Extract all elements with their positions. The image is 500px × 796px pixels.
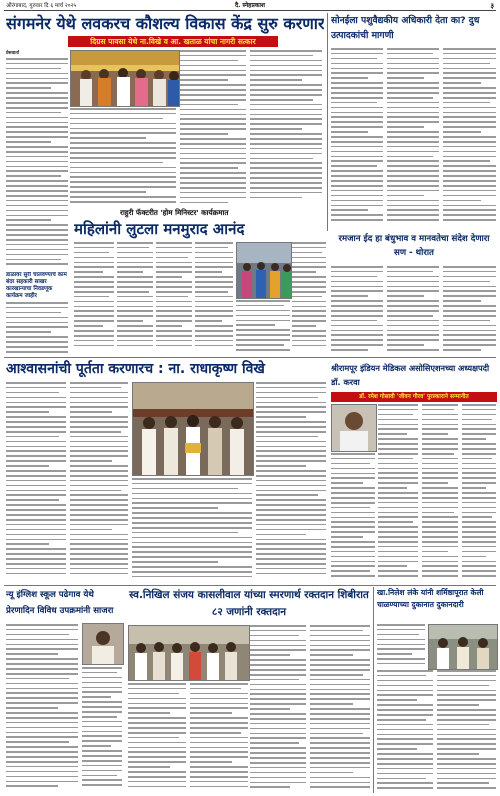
- story8-photo: [128, 625, 250, 681]
- story2-headline: सोनईला पशुवैद्यकीय अधिकारी देता का? दुध उत्पादकांची मागणी: [331, 15, 480, 41]
- column-rule-2: [373, 587, 374, 793]
- story1-col3-text: [250, 50, 322, 208]
- story5-col2-text: [70, 382, 128, 582]
- story8-col1-text: [250, 625, 306, 793]
- story6-col2-text: [422, 404, 458, 584]
- story6-headline: श्रीरामपूर इंडियन मेडिकल असोसिएशनच्या अध्यक्षपदी डॉ. करवा: [331, 363, 490, 387]
- story7-col1-text: [6, 624, 78, 794]
- story6-photo: [331, 404, 377, 452]
- section-rule-1: [4, 357, 496, 358]
- story1-headline: संगमनेर येथे लवकरच कौशल्य विकास केंद्र सुरु करणार: [6, 14, 324, 33]
- column-rule: [327, 13, 328, 231]
- story5-col1-text: [6, 382, 66, 582]
- newspaper-name: दै. स्नेहप्रकाश: [234, 2, 266, 9]
- story1-byline: प्रेसवार्ता: [6, 51, 20, 56]
- story3-under-photo-text: [236, 300, 290, 354]
- story2-col3-text: [443, 48, 496, 228]
- story1-col-under-photo: [70, 108, 176, 208]
- story8-headline: स्व.निखिल संजय कासलीवाल यांच्या स्मरणार्थ रक्तदान शिबीरात ८२ जणांनी रक्तदान: [129, 589, 369, 618]
- story9-col2-text: [377, 670, 433, 793]
- story8-under-photo-col1: [128, 683, 186, 793]
- story3-col1-text: [74, 242, 114, 354]
- story3-col3-text: [156, 242, 192, 354]
- story2-col2-text: [387, 48, 439, 228]
- story3-kicker: राहुरी फॅक्टरीत 'होम मिनिस्टर' कार्यक्रमात: [120, 208, 229, 217]
- story1-col2-text: [180, 50, 246, 208]
- story5-headline: आश्वासनांची पूर्तता करणारच : ना. राधाकृष्ण विखे: [6, 361, 265, 377]
- story3-col4-text: [195, 242, 233, 354]
- issue-date: औरंगाबाद, गुरुवार दि ६ मार्च २०२५: [6, 3, 77, 9]
- story9-col1-text: [377, 624, 425, 664]
- header-rule: [4, 10, 496, 11]
- story9-headline: खा.निलेश लंके यांनी शर्मिष्ठापूरात केली चाळण्याच्या दुकानात दुकानदारी: [377, 588, 484, 609]
- story8-under-photo-col2: [190, 683, 248, 793]
- story6-under-photo-text: [331, 453, 375, 583]
- story5-under-photo-text: [132, 478, 252, 582]
- story4-col3-text: [443, 266, 496, 356]
- story9-col3-text: [437, 670, 496, 793]
- story1-banner: दिग्रस पावसा येथे ना.विखे व आ. खताळ यांचा नागरी सत्कार: [68, 36, 278, 47]
- story6-col3-text: [462, 404, 496, 584]
- story4-col1-text: [331, 266, 383, 356]
- story1-subhead: डाळावर सुरी चालवण्याचे काम बंदर सहकारी साखर कारखान्याचा निवडणूक कार्यक्रम जाहीर: [6, 272, 67, 299]
- story7-col2-text: [82, 667, 122, 793]
- story3-col5-text: [292, 242, 326, 354]
- story3-col2-text: [117, 242, 153, 354]
- story1-col1-text: [6, 58, 68, 271]
- story3-headline: महिलांनी लुटला मनमुराद आनंद: [74, 220, 245, 238]
- story6-banner: डॉ. रमेश गोसावी 'जीवन गौरव' पुरस्काराने सन्मानीत: [331, 392, 497, 402]
- story5-photo: [132, 382, 254, 476]
- story7-headline: न्यू इंग्लिश स्कूल पढेगाव येथे प्रेरणादिन विविध उपक्रमांनी साजरा: [6, 590, 114, 616]
- story4-headline: रमजान ईद हा बंधुभाव व मानवतेचा संदेश देणारा सण - थोरात: [338, 234, 490, 258]
- story6-col1-text: [378, 404, 418, 584]
- story1-photo: [70, 50, 180, 107]
- section-rule-2: [4, 585, 496, 586]
- story4-col2-text: [387, 266, 439, 356]
- story8-col2-text: [310, 625, 370, 793]
- story5-col3-text: [256, 382, 326, 582]
- story1-subhead-text: [6, 302, 68, 354]
- story9-photo: [428, 624, 498, 670]
- page-number: ३: [490, 2, 494, 10]
- story7-photo: [82, 623, 124, 665]
- story3-photo: [236, 242, 292, 299]
- story2-col1-text: [331, 48, 383, 228]
